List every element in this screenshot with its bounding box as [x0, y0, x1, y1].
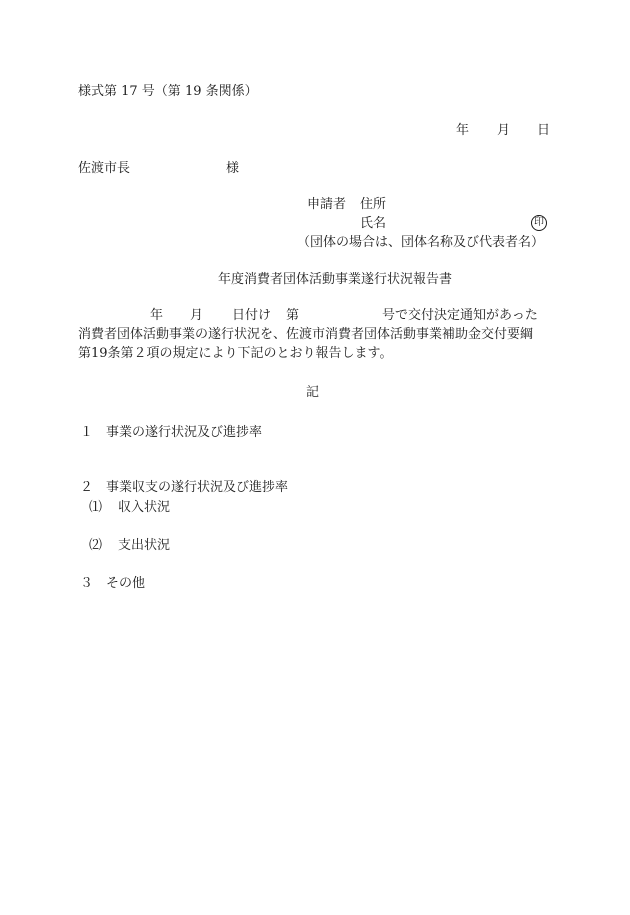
addressee-honorific: 様 — [226, 161, 240, 176]
applicant-label: 申請者 — [307, 197, 347, 212]
section-label: 事業収支の遂行状況及び進捗率 — [106, 480, 289, 495]
document-title: 年度消費者団体活動事業遂行状況報告書 — [218, 272, 453, 287]
body-day-dated: 日付け — [232, 308, 272, 323]
subsection-label: 支出状況 — [118, 538, 171, 553]
subsection-number: ⑴ — [89, 500, 103, 515]
subsection-label: 収入状況 — [118, 500, 171, 515]
section-number: ２ — [80, 480, 94, 495]
section-label: その他 — [106, 576, 146, 591]
section-number: ３ — [80, 576, 94, 591]
ki-heading: 記 — [306, 385, 320, 400]
body-line1-rest: 号で交付決定通知があった — [382, 308, 538, 323]
body-line3: 第19条第２項の規定により下記のとおり報告します。 — [78, 346, 393, 361]
body-line2: 消費者団体活動事業の遂行状況を、佐渡市消費者団体活動事業補助金交付要綱 — [78, 327, 534, 342]
body-month: 月 — [190, 308, 204, 323]
applicant-note: （団体の場合は、団体名称及び代表者名） — [297, 235, 545, 250]
applicant-address-label: 住所 — [360, 197, 387, 212]
date-year: 年 — [456, 123, 470, 138]
body-year: 年 — [150, 308, 164, 323]
addressee-name: 佐渡市長 — [78, 161, 131, 176]
form-number: 様式第 17 号（第 19 条関係） — [78, 84, 258, 99]
section-number: １ — [80, 425, 94, 440]
date-day: 日 — [537, 123, 551, 138]
date-month: 月 — [497, 123, 511, 138]
body-dai: 第 — [286, 308, 300, 323]
subsection-number: ⑵ — [89, 538, 103, 553]
applicant-name-label: 氏名 — [360, 216, 387, 231]
section-label: 事業の遂行状況及び進捗率 — [106, 425, 263, 440]
seal-mark: 印 — [531, 215, 547, 231]
